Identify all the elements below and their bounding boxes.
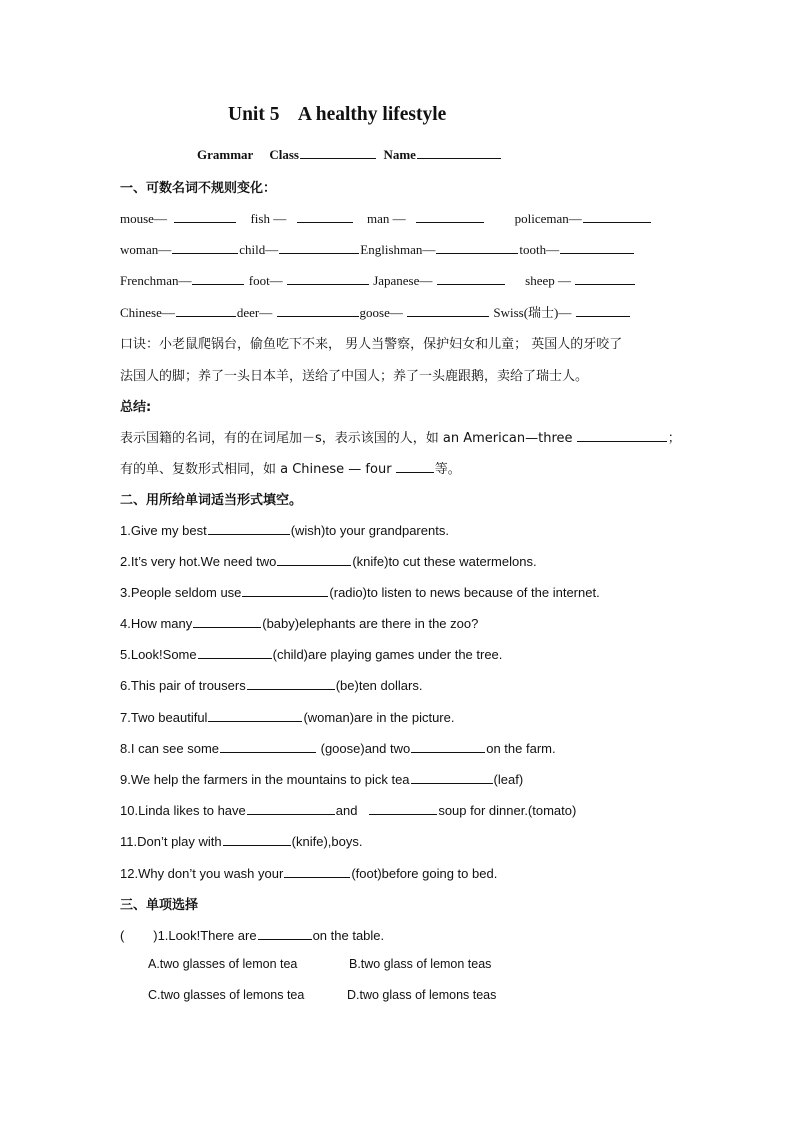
answer-blank[interactable] [174, 209, 236, 223]
answer-blank[interactable] [436, 240, 518, 254]
summary-text-2: 有的单、复数形式相同，如 a Chinese — four [120, 462, 392, 477]
answer-blank[interactable] [247, 801, 335, 815]
fill-item-5 [120, 645, 502, 662]
item-text: (knife)to cut these watermelons. [352, 554, 537, 569]
option-c[interactable]: C.two glasses of lemons tea [148, 988, 305, 1002]
grammar-label: Grammar [197, 147, 254, 162]
item-text: and [335, 803, 362, 818]
mnemonic-line-2: 法国人的脚；养了一头日本羊，送给了中国人；养了一头鹿跟鹅，卖给了瑞士人。 [120, 369, 589, 384]
answer-blank[interactable] [242, 583, 328, 597]
item-text: (knife),boys. [291, 834, 363, 849]
answer-blank[interactable] [172, 240, 238, 254]
answer-blank[interactable] [287, 271, 369, 285]
fill-item-1 [120, 521, 449, 538]
option-b[interactable]: B.two glass of lemon teas [349, 957, 492, 971]
fill-item-3 [120, 583, 600, 600]
word-row-2 [120, 240, 635, 258]
class-label: Class [269, 147, 299, 162]
answer-blank[interactable] [192, 271, 244, 285]
item-text: 12.Why don’t you wash your [120, 866, 284, 881]
item-text: 4.How many [120, 616, 193, 631]
item-text: 7.Two beautiful [120, 710, 208, 725]
fill-item-4 [120, 614, 478, 631]
fill-item-6 [120, 676, 422, 693]
answer-blank[interactable] [193, 614, 261, 628]
answer-blank[interactable] [411, 770, 493, 784]
item-text: (baby)elephants are there in the zoo? [262, 616, 479, 631]
answer-blank[interactable] [576, 303, 630, 317]
item-text: 10.Linda likes to have [120, 803, 246, 818]
word-row-1 [120, 209, 652, 227]
answer-blank[interactable] [176, 303, 236, 317]
fill-item-12 [120, 864, 497, 881]
summary-text-1: 表示国籍的名词，有的在词尾加－s，表示该国的人，如 an American—three [120, 431, 573, 446]
word-englishman: Englishman— [360, 242, 436, 257]
answer-parentheses[interactable]: ( ) [120, 928, 158, 943]
header-line [197, 145, 502, 163]
answer-blank[interactable] [583, 209, 651, 223]
question-text: 1.Look!There are [157, 928, 257, 943]
mnemonic-line-1: 口诀：小老鼠爬锅台，偷鱼吃下不来， 男人当警察，保护妇女和儿童； 英国人的牙咬了 [120, 337, 623, 352]
choice-question-1 [120, 926, 384, 943]
item-text: (wish)to your grandparents. [290, 523, 449, 538]
section1-heading: 一、可数名词不规则变化： [120, 181, 277, 196]
word-policeman: policeman— [514, 211, 582, 226]
answer-blank[interactable] [577, 428, 667, 442]
answer-blank[interactable] [258, 926, 312, 940]
item-text: (foot)before going to bed. [351, 866, 498, 881]
section2-heading: 二、用所给单词适当形式填空。 [120, 493, 303, 508]
fill-item-8 [120, 739, 556, 756]
answer-blank[interactable] [437, 271, 505, 285]
class-field[interactable] [300, 145, 376, 159]
word-japanese: Japanese— [373, 273, 433, 288]
item-text: (child)are playing games under the tree. [272, 647, 503, 662]
item-text: 8.I can see some [120, 741, 219, 756]
summary-end-2: 等。 [434, 462, 461, 477]
question-text: on the table. [312, 928, 385, 943]
item-text: 6.This pair of trousers [120, 678, 246, 693]
fill-item-11 [120, 832, 362, 849]
word-fish: fish — [250, 211, 287, 226]
word-chinese: Chinese— [120, 305, 175, 320]
word-deer: deer— [236, 305, 273, 320]
fill-item-7 [120, 708, 454, 725]
item-text: (leaf) [493, 772, 524, 787]
answer-blank[interactable] [223, 832, 291, 846]
word-mouse: mouse— [120, 211, 167, 226]
fill-item-10 [120, 801, 576, 818]
item-text: 5.Look!Some [120, 647, 197, 662]
answer-blank[interactable] [411, 739, 485, 753]
answer-blank[interactable] [297, 209, 353, 223]
answer-blank[interactable] [277, 552, 351, 566]
answer-blank[interactable] [560, 240, 634, 254]
item-text: 1.Give my best [120, 523, 207, 538]
section3-heading: 三、单项选择 [120, 898, 199, 913]
option-a[interactable]: A.two glasses of lemon tea [148, 957, 298, 971]
item-text: soup for dinner.(tomato) [438, 803, 577, 818]
answer-blank[interactable] [369, 801, 437, 815]
summary-line-2 [120, 458, 461, 477]
word-child: child— [239, 242, 279, 257]
summary-heading: 总结: [120, 400, 152, 415]
item-text: (woman)are in the picture. [303, 710, 455, 725]
answer-blank[interactable] [208, 708, 302, 722]
answer-blank[interactable] [407, 303, 489, 317]
option-d[interactable]: D.two glass of lemons teas [347, 988, 497, 1002]
answer-blank[interactable] [198, 645, 272, 659]
item-text: 2.It’s very hot.We need two [120, 554, 277, 569]
item-text: (be)ten dollars. [335, 678, 423, 693]
answer-blank[interactable] [279, 240, 359, 254]
answer-blank[interactable] [416, 209, 484, 223]
answer-blank[interactable] [575, 271, 635, 285]
item-text: 3.People seldom use [120, 585, 242, 600]
item-text: 9.We help the farmers in the mountains to pick tea [120, 772, 410, 787]
word-foot: foot— [248, 273, 283, 288]
answer-blank[interactable] [396, 459, 434, 473]
item-text: 11.Don’t play with [120, 834, 222, 849]
fill-item-2 [120, 552, 537, 569]
word-row-4 [120, 302, 631, 321]
item-text: (goose)and two [317, 741, 411, 756]
summary-end-1: ； [667, 431, 681, 446]
word-row-3 [120, 271, 636, 289]
word-swiss: Swiss(瑞士)— [493, 305, 572, 320]
word-sheep: sheep — [525, 273, 571, 288]
answer-blank[interactable] [277, 303, 359, 317]
name-field[interactable] [417, 145, 501, 159]
answer-blank[interactable] [208, 521, 290, 535]
answer-blank[interactable] [220, 739, 316, 753]
summary-line-1 [120, 427, 681, 446]
page-title: Unit 5 A healthy lifestyle [228, 104, 447, 125]
word-frenchman: Frenchman— [120, 273, 192, 288]
word-man: man — [366, 211, 406, 226]
word-tooth: tooth— [519, 242, 560, 257]
answer-blank[interactable] [247, 676, 335, 690]
fill-item-9 [120, 770, 523, 787]
word-goose: goose— [359, 305, 403, 320]
name-label: Name [383, 147, 416, 162]
answer-blank[interactable] [284, 864, 350, 878]
item-text: (radio)to listen to news because of the internet. [329, 585, 600, 600]
word-woman: woman— [120, 242, 172, 257]
item-text: on the farm. [486, 741, 556, 756]
